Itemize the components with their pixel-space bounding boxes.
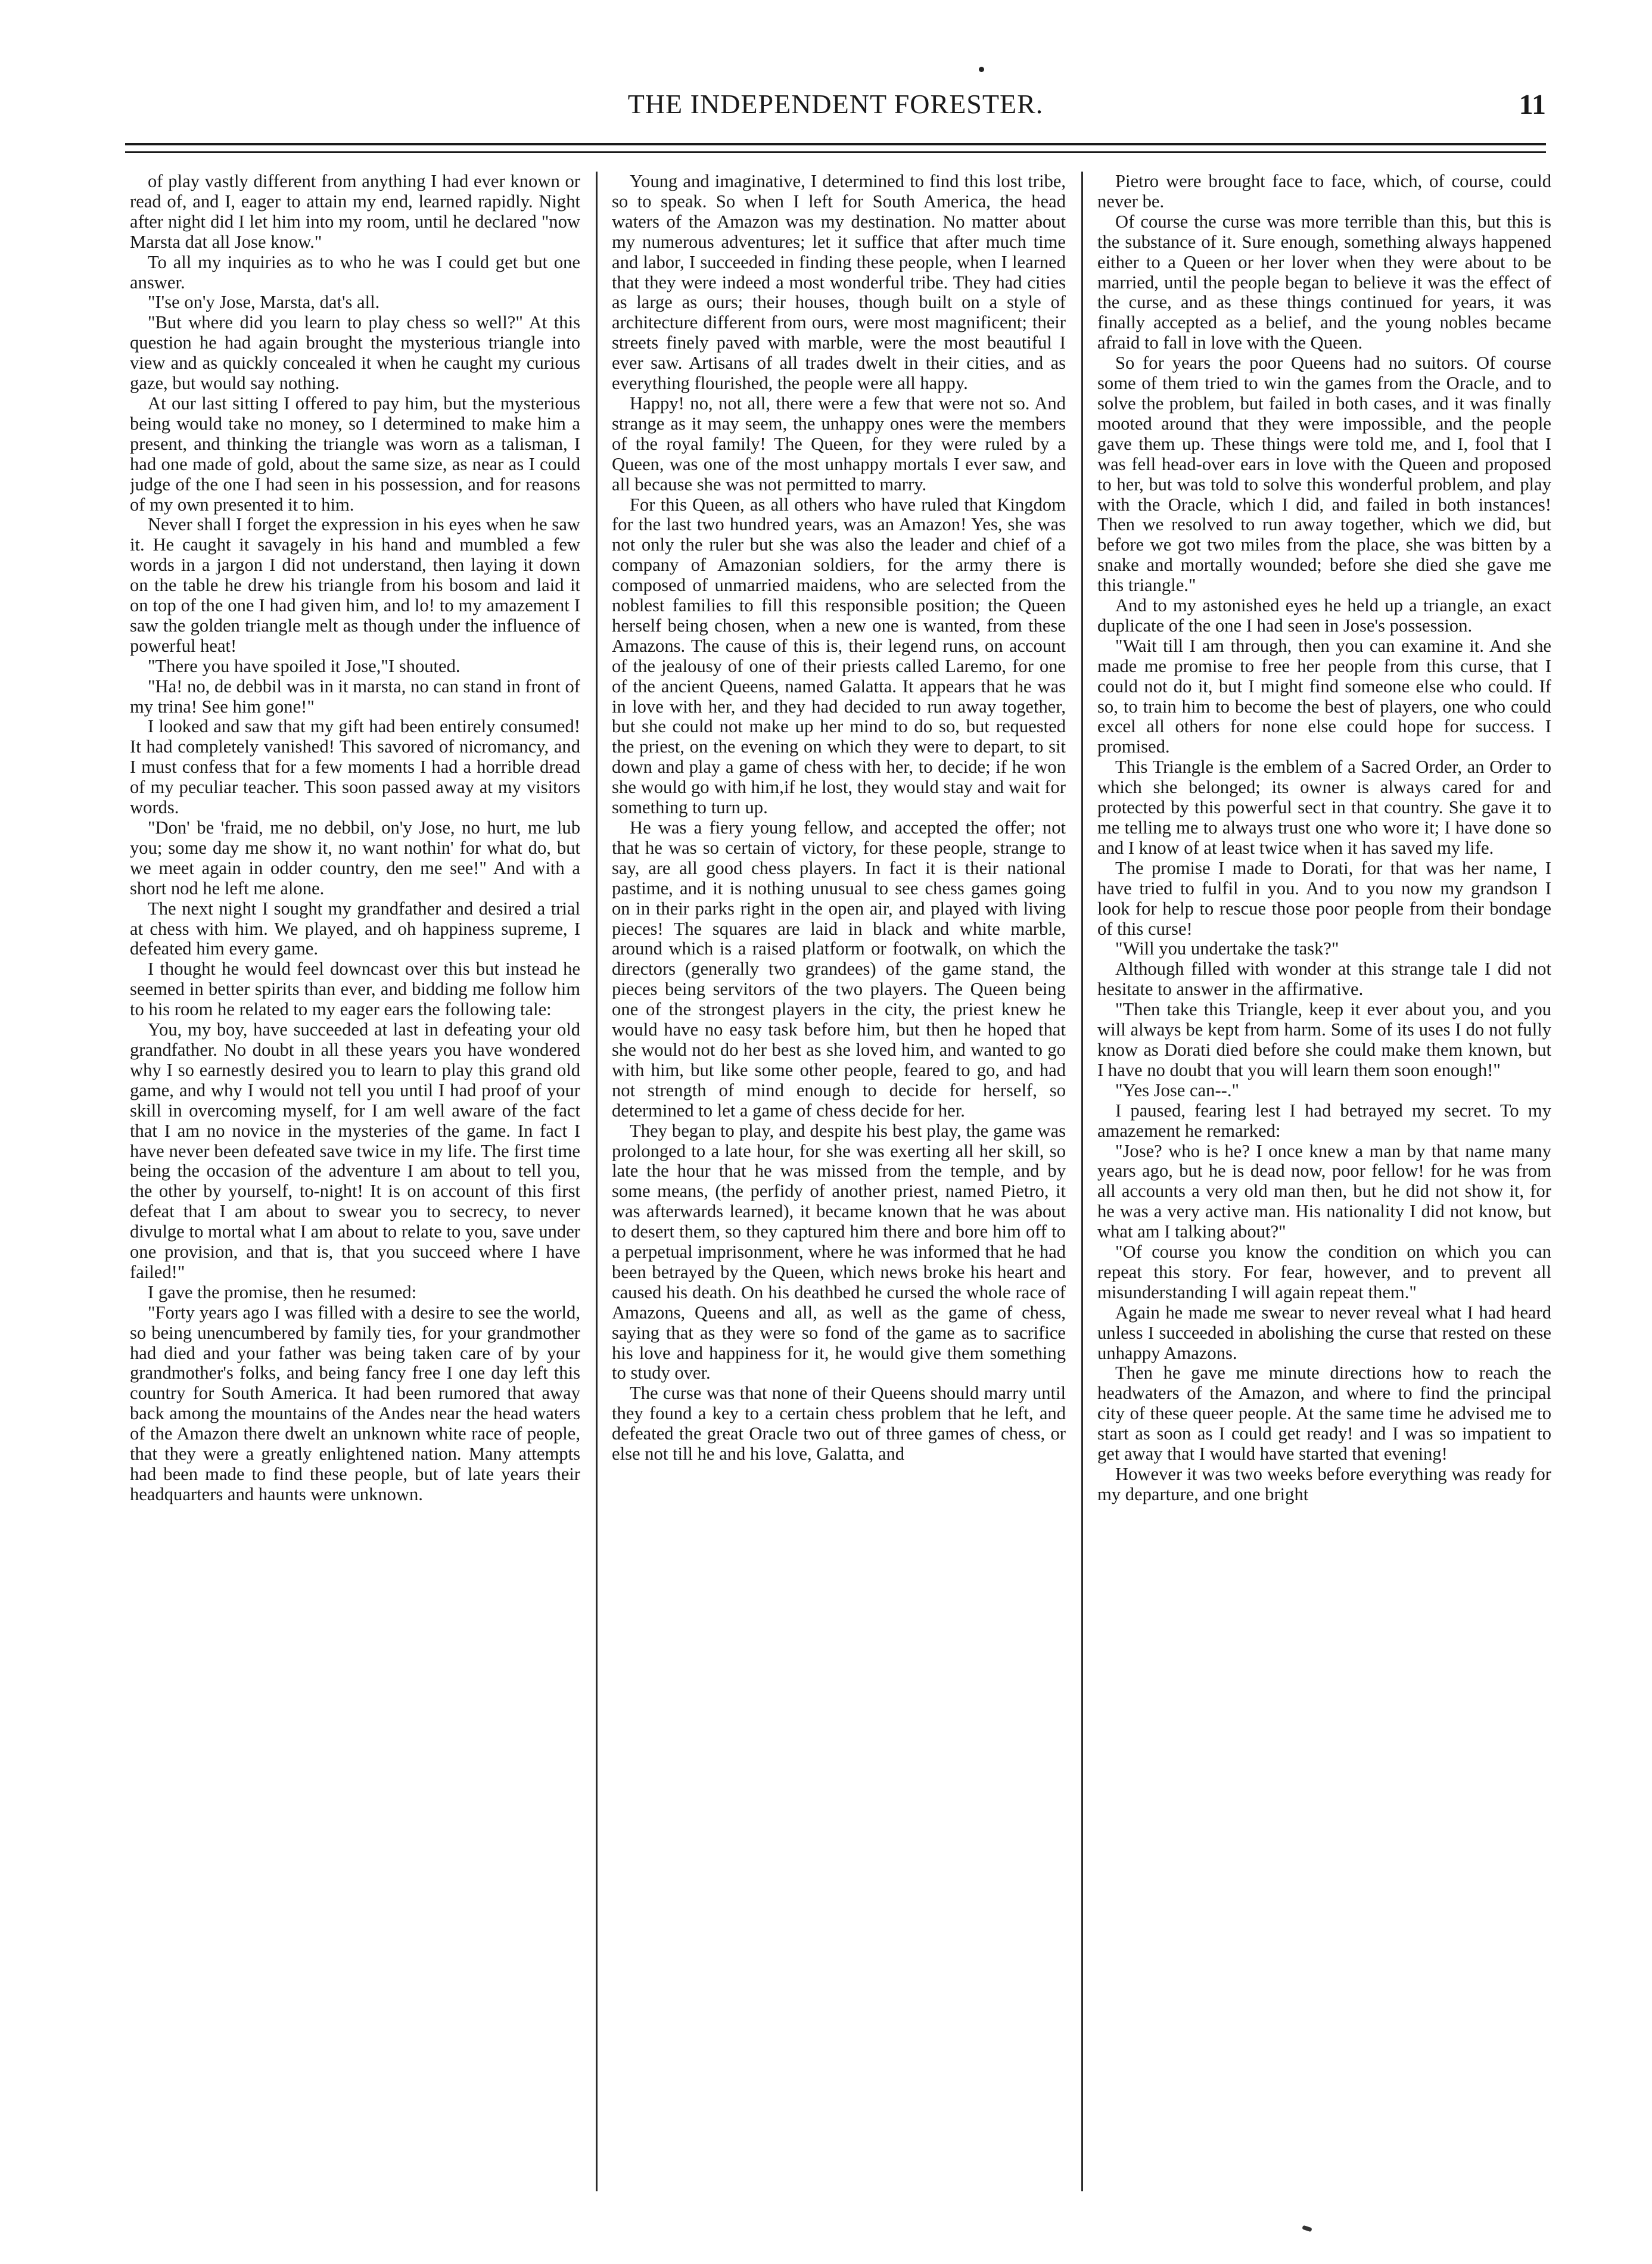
header-rule-top xyxy=(125,143,1546,145)
paragraph: The next night I sought my grandfather and desired a trial at chess with him. We played, and oh happiness supreme, I defeated him every game. xyxy=(130,898,580,959)
masthead-title: THE INDEPENDENT FORESTER. xyxy=(627,89,1044,119)
paragraph: Never shall I forget the expression in his eyes when he saw it. He caught it savagely in his hand and mumbled a few words in a jargon I did not understand, then laying it down on the table he drew his triangle from his bosom and laid it on top of the one I had given him, and lo! to my amazement I saw the golden triangle melt as though under the influence of powerful heat! xyxy=(130,514,580,656)
paragraph: He was a fiery young fellow, and accepted the offer; not that he was so certain of victory, for these people, strange to say, are all good chess players. In fact it is their national pastime, and it is nothing unusual to see chess games going on in their parks right in the open air, and played with living pieces! The squares are laid in black and white marble, around which is a raised platform or footwalk, on which the directors (generally two grandees) of the game stand, the pieces being servitors of the two players. The Queen being one of the strongest players in the city, the priest knew he would have no easy task before him, but then he hoped that she would not do her best as she loved him, and wanted to go with him, but like some other people, feared to go, and had not strength of mind enough to decide for herself, so determined to let a game of chess decide for her. xyxy=(612,817,1066,1121)
paragraph: The curse was that none of their Queens should marry until they found a key to a certain chess problem that he left, and defeated the great Oracle two out of three games of chess, or else not till he and his love, Galatta, and xyxy=(612,1383,1066,1464)
paragraph: I paused, fearing lest I had betrayed my secret. To my amazement he remarked: xyxy=(1097,1100,1551,1141)
paragraph: So for years the poor Queens had no suitors. Of course some of them tried to win the games from the Oracle, and to solve the problem, but failed in both cases, and it was finally mooted around that they were impossible, and the people gave them up. These things were told me, and I, fool that I was fell head-over ears in love with the Queen and proposed to her, but was told to solve this wonderful problem, and play with the Oracle, which I did, and failed in both instances! Then we resolved to run away together, which we did, but before we got two miles from the place, she was bitten by a snake and mortally wounded; before she died she gave me this triangle." xyxy=(1097,353,1551,596)
paragraph: Although filled with wonder at this strange tale I did not hesitate to answer in the affirmative. xyxy=(1097,959,1551,1000)
paragraph: "Will you undertake the task?" xyxy=(1115,938,1339,959)
paragraph: However it was two weeks before everything was ready for my departure, and one bright xyxy=(1097,1464,1551,1504)
paragraph: "Then take this Triangle, keep it ever about you, and you will always be kept from harm. Some of its uses I do not fully know as Dorati died before she could make them known, but I have no doubt that you will learn them soon enough!" xyxy=(1097,999,1551,1080)
column-divider-2 xyxy=(1081,172,1083,2191)
paragraph: "Of course you know the condition on which you can repeat this story. For fear, however, and to prevent all misunderstanding I will again repeat them." xyxy=(1097,1242,1551,1302)
paragraph: "Don' be 'fraid, me no debbil, on'y Jose, no hurt, me lub you; some day me show it, no want nothin' for what do, but we meet again in odder country, den me see!" And with a short nod he left me alone. xyxy=(130,817,580,898)
header-rule-bottom xyxy=(125,151,1546,153)
paragraph: "Wait till I am through, then you can examine it. And she made me promise to free her people from this curse, that I could not do it, but I might find someone else who could. If so, to train him to become the best of players, one who could excel all others for none else could hope for success. I promised. xyxy=(1097,635,1551,757)
paragraph: To all my inquiries as to who he was I could get but one answer. xyxy=(130,251,580,293)
paragraph: "Yes Jose can--." xyxy=(1115,1080,1239,1100)
column-divider-1 xyxy=(596,172,598,2191)
paragraph: They began to play, and despite his best play, the game was prolonged to a late hour, for she was exerting all her skill, so late the hour that he was missed from the temple, and by some means, (the perfidy of another priest, named Pietro, it was afterwards learned), it became known that he was about to desert them, so they captured him there and bore him off to a perpetual imprisonment, where he was informed that he had been betrayed by the Queen, which news broke his heart and caused his death. On his deathbed he cursed the whole race of Amazons, Queens and all, as well as the game of chess, saying that as they were so fond of the game as to sacrifice his love and happiness for it, he would give them something to study over. xyxy=(612,1120,1066,1383)
paragraph: "Forty years ago I was filled with a desire to see the world, so being unencumbered by family ties, for your grandmother had died and your father was being taken care of by your grandmother's folks, and being fancy free I one day left this country for South America. It had been rumored that away back among the mountains of the Andes near the head waters of the Amazon there dwelt an unknown white race of people, that they were a greatly enlightened nation. Many attempts had been made to find these people, but of late years their headquarters and haunts were unknown. xyxy=(130,1302,580,1504)
paragraph: "Ha! no, de debbil was in it marsta, no can stand in front of my trina! See him gone!" xyxy=(130,676,580,717)
paragraph: I looked and saw that my gift had been entirely consumed! It had completely vanished! This savored of nicromancy, and I must confess that for a few moments I had a horrible dread of my peculiar teacher. This soon passed away at my visitors words. xyxy=(130,716,580,818)
paragraph: Again he made me swear to never reveal what I had heard unless I succeeded in abolishing the curse that rested on these unhappy Amazons. xyxy=(1097,1302,1551,1363)
paragraph: This Triangle is the emblem of a Sacred Order, an Order to which she belonged; its owner is always cared for and protected by this powerful sect in that country. She gave it to me telling me to always trust one who wore it; I have done so and I know of at least twice when it has saved my life. xyxy=(1097,757,1551,858)
page-header xyxy=(125,88,1546,137)
paragraph: For this Queen, as all others who have ruled that Kingdom for the last two hundred years, was an Amazon! Yes, she was not only the ruler but she was also the leader and chief of a company of Amazonian soldiers, for the army there is composed of unmarried maidens, who are selected from the noblest families to fill this responsible position; the Queen herself being chosen, when a new one is wanted, from these Amazons. The cause of this is, their legend runs, on account of the jealousy of one of their priests called Laremo, for one of the ancient Queens, named Galatta. It appears that he was in love with her, and they had decided to run away together, but she could not make up her mind to do so, but requested the priest, on the evening on which they were to depart, to sit down and play a game of chess with her, to decide; if he won she would go with him,if he lost, they would stay and wait for something to turn up. xyxy=(612,494,1066,818)
paragraph: I gave the promise, then he resumed: xyxy=(148,1282,417,1302)
paragraph: of play vastly different from anything I had ever known or read of, and I, eager to attain my end, learned rapidly. Night after night did I let him into my room, until he declared "now Marsta dat all Jose know." xyxy=(130,172,580,252)
paragraph: "Jose? who is he? I once knew a man by that name many years ago, but he is dead now, poor fellow! for he was from all accounts a very old man then, but he did not show it, for he was a very active man. His nationality I did not know, but what am I talking about?" xyxy=(1097,1140,1551,1242)
ink-speck xyxy=(979,67,984,72)
paragraph: I thought he would feel downcast over this but instead he seemed in better spirits than ever, and bidding me follow him to his room he related to my eager ears the following tale: xyxy=(130,959,580,1020)
paragraph: Then he gave me minute directions how to reach the headwaters of the Amazon, and where to find the principal city of these queer people. At the same time he advised me to start as soon as I could get ready! and I was so impatient to get away that I would have started that evening! xyxy=(1097,1363,1551,1464)
paragraph: "But where did you learn to play chess so well?" At this question he had again brought the mysterious triangle into view and as quickly concealed it when he caught my curious gaze, but would say nothing. xyxy=(130,312,580,394)
paragraph: And to my astonished eyes he held up a triangle, an exact duplicate of the one I had seen in Jose's possession. xyxy=(1097,595,1551,636)
paragraph: The promise I made to Dorati, for that was her name, I have tried to fulfil in you. And to you now my grandson I look for help to rescue those poor people from their bondage of this curse! xyxy=(1097,857,1551,939)
text-column-3 xyxy=(1097,172,1551,2191)
paragraph: Happy! no, not all, there were a few that were not so. And strange as it may seem, the unhappy ones were the members of the royal family! The Queen, for they were ruled by a Queen, was one of the most unhappy mortals I ever saw, and all because she was not permitted to marry. xyxy=(612,393,1066,495)
ink-speck xyxy=(1302,2225,1312,2232)
paragraph: "I'se on'y Jose, Marsta, dat's all. xyxy=(148,292,380,313)
page-number: 11 xyxy=(1519,89,1546,120)
text-column-2 xyxy=(612,172,1066,2191)
paragraph: Of course the curse was more terrible than this, but this is the substance of it. Sure enough, something always happened either to a Queen or her lover when they were about to be married, until the people began to believe it was the effect of the curse, and as these things continued for years, it was finally accepted as a belief, and the young nobles became afraid to fall in love with the Queen. xyxy=(1097,211,1551,353)
paragraph: You, my boy, have succeeded at last in defeating your old grandfather. No doubt in all these years you have wondered why I so earnestly desired you to learn to play this grand old game, and why I would not tell you until I had proof of your skill in overcoming myself, for I am well aware of the fact that I am no novice in the mysteries of the game. In fact I have never been defeated save twice in my life. The first time being the occasion of the adventure I am about to tell you, the other by yourself, to-night! It is on account of this first defeat that I am about to swear you to secrecy, to never divulge to mortal what I am about to relate to you, save under one provision, and that is, that you succeed where I have failed!" xyxy=(130,1019,580,1282)
paragraph: Young and imaginative, I determined to find this lost tribe, so to speak. So when I left for South America, the head waters of the Amazon was my destination. No matter about my numerous adventures; let it suffice that after much time and labor, I succeeded in finding these people, when I learned that they were indeed a most wonderful tribe. They had cities as large as ours; their houses, though built on a style of architecture different from ours, were most magnificent; their streets finely paved with marble, were the most beautiful I ever saw. Artisans of all trades dwelt in their cities, and as everything flourished, the people were all happy. xyxy=(612,172,1066,394)
text-column-1 xyxy=(130,172,580,2191)
paragraph: "There you have spoiled it Jose,"I shouted. xyxy=(148,655,461,676)
paragraph: At our last sitting I offered to pay him, but the mysterious being would take no money, so I determined to make him a present, and thinking the triangle was worn as a talisman, I had one made of gold, about the same size, as near as I could judge of the one I had seen in his possession, and for reasons of my own presented it to him. xyxy=(130,393,580,515)
paragraph: Pietro were brought face to face, which, of course, could never be. xyxy=(1097,172,1551,212)
